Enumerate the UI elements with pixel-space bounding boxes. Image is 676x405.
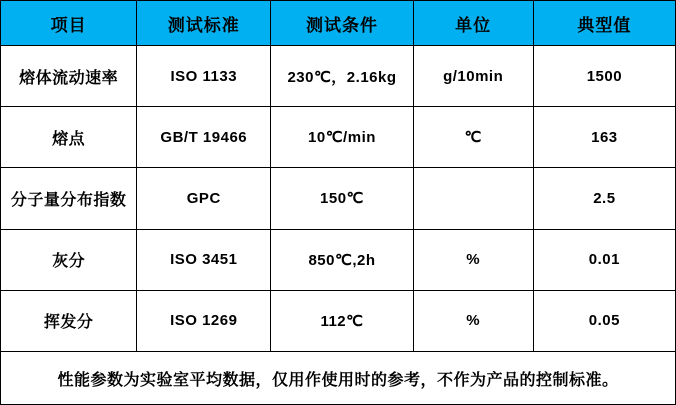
cell-unit: [413, 168, 533, 229]
table-row: [1, 107, 676, 168]
footnote-text: 性能参数为实验室平均数据，仅用作使用时的参考，不作为产品的控制标准。: [1, 352, 676, 405]
table-body: [1, 46, 676, 352]
cell-unit: %: [413, 290, 533, 351]
cell-typical-value: 0.01: [533, 229, 675, 290]
table-row: [1, 229, 676, 290]
column-header-item: 项目: [1, 1, 137, 46]
cell-standard: ISO 1133: [137, 46, 271, 107]
cell-condition: 850℃,2h: [271, 229, 413, 290]
cell-unit: g/10min: [413, 46, 533, 107]
cell-unit: ℃: [413, 107, 533, 168]
cell-condition: 112℃: [271, 290, 413, 351]
footnote-row: [1, 352, 676, 405]
cell-item: 熔体流动速率: [1, 46, 137, 107]
cell-item: 灰分: [1, 229, 137, 290]
cell-typical-value: 163: [533, 107, 675, 168]
column-header-condition: 测试条件: [271, 1, 413, 46]
cell-typical-value: 2.5: [533, 168, 675, 229]
table-header: [1, 1, 676, 46]
cell-standard: GPC: [137, 168, 271, 229]
cell-typical-value: 0.05: [533, 290, 675, 351]
cell-typical-value: 1500: [533, 46, 675, 107]
table-row: [1, 46, 676, 107]
cell-standard: ISO 3451: [137, 229, 271, 290]
cell-standard: GB/T 19466: [137, 107, 271, 168]
header-row: [1, 1, 676, 46]
table-row: [1, 168, 676, 229]
cell-condition: 10℃/min: [271, 107, 413, 168]
table-footer: [1, 352, 676, 405]
table-row: [1, 290, 676, 351]
cell-standard: ISO 1269: [137, 290, 271, 351]
column-header-unit: 单位: [413, 1, 533, 46]
column-header-standard: 测试标准: [137, 1, 271, 46]
cell-item: 分子量分布指数: [1, 168, 137, 229]
cell-condition: 230℃，2.16kg: [271, 46, 413, 107]
cell-item: 熔点: [1, 107, 137, 168]
cell-unit: %: [413, 229, 533, 290]
cell-condition: 150℃: [271, 168, 413, 229]
column-header-typical-value: 典型值: [533, 1, 675, 46]
cell-item: 挥发分: [1, 290, 137, 351]
